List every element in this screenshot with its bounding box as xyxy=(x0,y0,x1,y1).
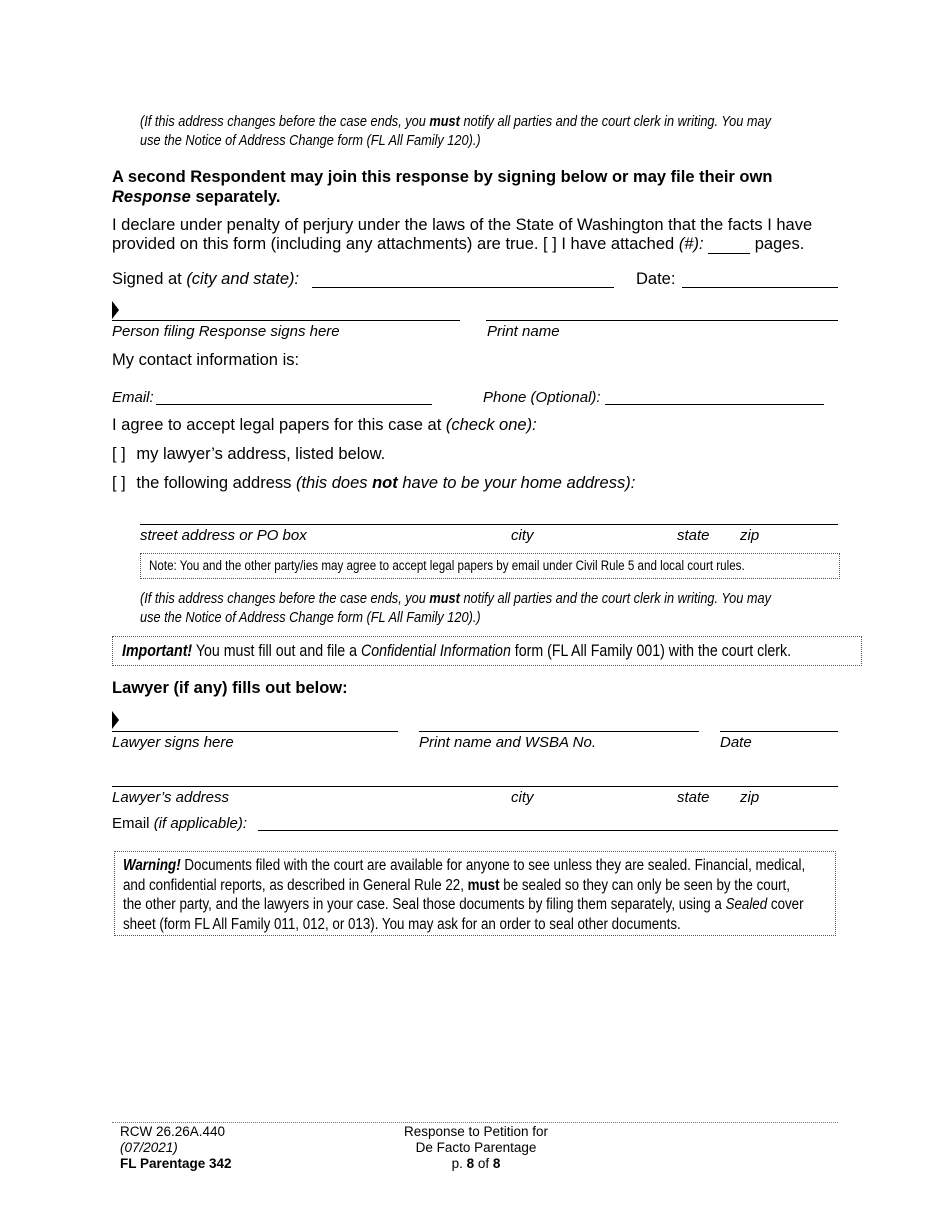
option-lawyer-address: [ ] my lawyer’s address, listed below. xyxy=(112,445,386,463)
print-name-label: Print name xyxy=(487,323,560,340)
option-following-address: [ ] the following address (this does not have to be your home address): xyxy=(112,474,636,492)
phone-field[interactable] xyxy=(605,404,824,405)
important-notice: Important! You must fill out and file a Confidential Information form (FL All Family 001) with the court clerk. xyxy=(112,636,862,666)
footer-form: FL Parentage 342 xyxy=(120,1156,232,1171)
footer-divider xyxy=(112,1122,838,1123)
contact-heading: My contact information is: xyxy=(112,351,300,369)
lawyer-address-field[interactable] xyxy=(112,786,838,787)
agree-service-text: I agree to accept legal papers for this case at (check one): xyxy=(112,416,537,434)
respondent-signature-field[interactable] xyxy=(112,320,460,321)
lawyer-state-label: state xyxy=(677,789,710,806)
lawyer-sign-label: Lawyer signs here xyxy=(112,734,234,751)
address-change-notice-2: (If this address changes before the case ends, you must notify all parties and the court clerk in writing. You may use the Notice of Address Change form (FL All Family 120).) xyxy=(140,591,772,626)
date-field[interactable] xyxy=(682,287,838,288)
signature-label: Person filing Response signs here xyxy=(112,323,340,340)
street-label: street address or PO box xyxy=(140,527,307,544)
option-address-checkbox[interactable]: [ ] xyxy=(112,474,126,492)
service-address-field[interactable] xyxy=(140,524,838,525)
lawyer-address-label: Lawyer’s address xyxy=(112,789,230,806)
lawyer-heading: Lawyer (if any) fills out below: xyxy=(112,679,348,697)
lawyer-email-label: Email (if applicable): xyxy=(112,815,248,832)
footer-center xyxy=(376,1124,576,1172)
second-respondent-heading: A second Respondent may join this response by signing below or may file their own Response separately. xyxy=(112,168,773,206)
lawyer-signature-marker-icon xyxy=(112,711,119,729)
email-service-note: Note: You and the other party/ies may agree to accept legal papers by email under Civil Rule 5 and local court rules. xyxy=(140,553,840,579)
email-field[interactable] xyxy=(156,404,432,405)
lawyer-date-label: Date xyxy=(720,734,752,751)
footer-page-number: p. 8 of 8 xyxy=(451,1156,501,1171)
address-change-notice: (If this address changes before the case ends, you must notify all parties and the court clerk in writing. You may use the Notice of Address Change form (FL All Family 120).) xyxy=(140,114,772,149)
city-label: city xyxy=(511,527,534,544)
page-count-blank[interactable] xyxy=(708,239,750,254)
state-label: state xyxy=(677,527,710,544)
lawyer-print-name-field[interactable] xyxy=(419,731,699,732)
date-label: Date: xyxy=(636,270,676,288)
email-label: Email: xyxy=(112,389,154,406)
lawyer-city-label: city xyxy=(511,789,534,806)
lawyer-date-field[interactable] xyxy=(720,731,838,732)
lawyer-print-label: Print name and WSBA No. xyxy=(419,734,597,751)
declaration-text: I declare under penalty of perjury under the laws of the State of Washington that the facts I have provided on this form (including any attachments) are true. [ ] I have attached (#): pages. xyxy=(112,216,813,253)
option-lawyer-checkbox[interactable]: [ ] xyxy=(112,445,126,463)
footer-left xyxy=(120,1124,232,1172)
lawyer-zip-label: zip xyxy=(740,789,760,806)
signed-at-label: Signed at (city and state): xyxy=(112,270,300,288)
signature-marker-icon xyxy=(112,301,119,319)
signed-at-field[interactable] xyxy=(312,287,614,288)
footer-date: (07/2021) xyxy=(120,1140,178,1155)
warning-notice: Warning! Documents filed with the court are available for anyone to see unless they are sealed. Financial, medical, and confidential reports, as described in General Rule 22, must be sealed so they can only be seen by the court, the other party, and the lawyers in your case. Seal those documents by filing them separately, using a Sealed cover sheet (form FL All Family 011, 012, or 013). You may ask for an order to seal other documents. xyxy=(114,851,836,936)
lawyer-email-field[interactable] xyxy=(258,830,838,831)
footer-title-2: De Facto Parentage xyxy=(415,1140,537,1155)
footer-title-1: Response to Petition for xyxy=(403,1124,549,1139)
zip-label: zip xyxy=(740,527,760,544)
phone-label: Phone (Optional): xyxy=(483,389,601,406)
print-name-field[interactable] xyxy=(486,320,838,321)
lawyer-signature-field[interactable] xyxy=(112,731,398,732)
footer-rcw: RCW 26.26A.440 xyxy=(120,1124,226,1139)
